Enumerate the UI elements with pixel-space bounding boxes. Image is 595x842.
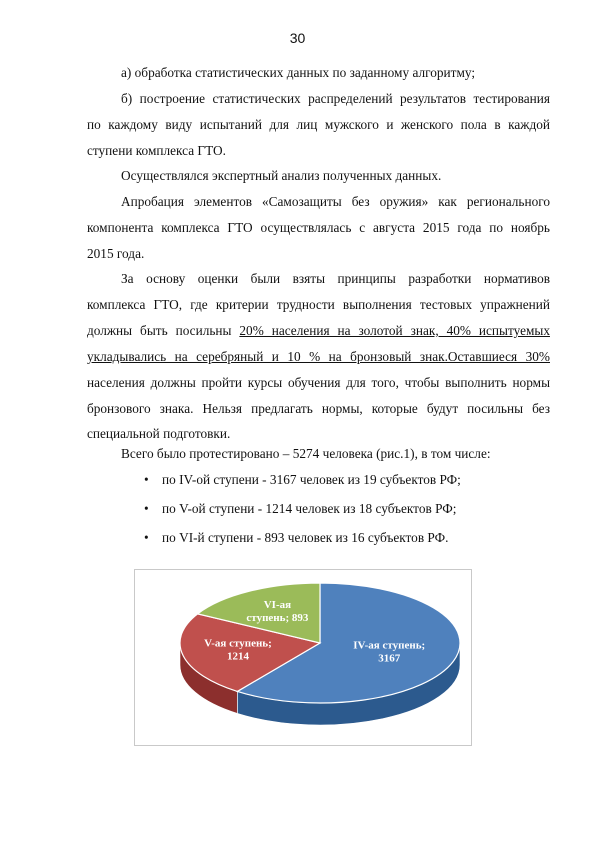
paragraph-basis-line: населения должны пройти курсы обучения для того, чтобы выполнить нормы (87, 374, 550, 390)
list-item-text: по IV-ой ступени - 3167 человек из 19 субъектов РФ; (162, 472, 461, 487)
data-label-line: IV-ая ступень; (353, 639, 426, 652)
data-label-line: V-ая ступень; (204, 637, 272, 650)
bullet-list-container (87, 465, 550, 552)
list-item (87, 465, 550, 494)
list-item (87, 523, 550, 552)
bullet-marker: • (144, 472, 149, 487)
list-item-text: по V-ой ступени - 1214 человек из 18 субъектов РФ; (162, 501, 457, 516)
paragraph-basis-line: специальной подготовки. (87, 426, 231, 442)
paragraph-b-line: по каждому виду испытаний для лиц мужского и женского пола в каждой (87, 116, 550, 132)
pie-chart-frame (134, 569, 472, 746)
paragraph-b (87, 86, 550, 164)
basis-underlined-text: 20% населения на золотой знак, 40% испытуемых (239, 322, 550, 338)
paragraph-expert (87, 163, 550, 189)
list-item (87, 494, 550, 523)
paragraph-basis-line: бронзового знака. Нельзя предлагать нормы, которые будут посильны без (87, 400, 550, 416)
paragraph-basis-line: За основу оценки были взяты принципы разработки нормативов (121, 271, 550, 286)
bullet-list (87, 465, 550, 552)
paragraph-basis-line: комплекса ГТО, где критерии трудности выполнения тестовых упражнений (87, 296, 550, 312)
paragraph-b-line: ступени комплекса ГТО. (87, 142, 226, 158)
paragraph-approbation-line: компонента комплекса ГТО осуществлялась с августа 2015 года по ноябрь (87, 219, 550, 235)
data-label-line: 3167 (378, 652, 401, 665)
pie-chart (135, 570, 471, 745)
paragraph-a (87, 60, 550, 86)
paragraph-b-line: б) построение статистических распределений результатов тестирования (121, 91, 550, 106)
bullet-marker: • (144, 501, 149, 516)
bullet-marker: • (144, 530, 149, 545)
paragraph-basis-line (87, 344, 550, 370)
paragraph-basis-line (87, 318, 550, 344)
data-label-line: VI-ая (263, 598, 292, 611)
paragraph-total-text: Всего было протестировано – 5274 человека (рис.1), в том числе: (121, 446, 491, 461)
paragraph-expert-text: Осуществлялся экспертный анализ полученных данных. (121, 168, 442, 183)
paragraph-total (87, 441, 550, 467)
basis-plain-text: должны быть посильны (87, 322, 240, 338)
paragraph-approbation-line: 2015 года. (87, 245, 145, 261)
paragraph-approbation (87, 189, 550, 267)
page-number: 30 (289, 30, 306, 46)
list-item-text: по VI-й ступени - 893 человек из 16 субъектов РФ. (162, 530, 449, 545)
paragraph-a-text: а) обработка статистических данных по заданному алгоритму; (121, 65, 476, 80)
data-label-line: 1214 (226, 650, 249, 663)
data-label-line: ступень; 893 (246, 611, 309, 624)
paragraph-basis (87, 266, 550, 447)
basis-underlined-text: укладывались на серебряный и 10 % на бронзовый знак.Оставшиеся 30% (87, 348, 550, 364)
paragraph-approbation-line: Апробация элементов «Самозащиты без оружия» как регионального (121, 194, 550, 209)
